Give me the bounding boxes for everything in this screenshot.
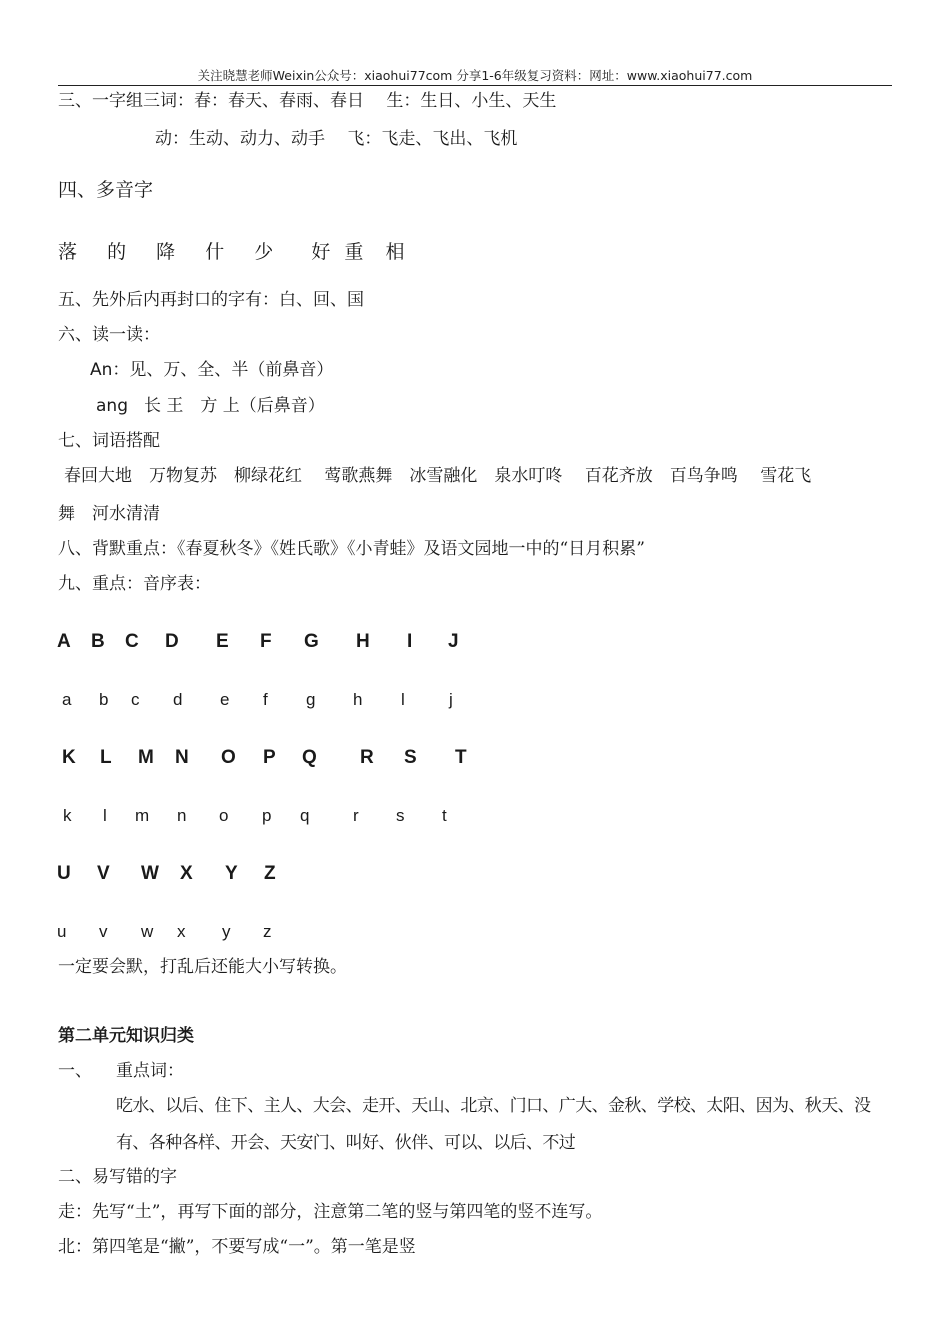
polyphone-char: 少 [254,241,274,263]
ang-text: 长 王 方 上（后鼻音） [143,396,325,416]
letter: N [175,747,189,768]
letter: n [177,806,187,825]
letter: B [91,631,105,652]
char-note-zou: 走：先写“土”，再写下面的部分，注意第二笔的竖与第四笔的竖不连写。 [58,1202,603,1222]
letter: v [99,922,108,941]
letter: f [263,690,268,709]
letter: g [306,690,316,709]
page-header: 关注晓慧老师Weixin公众号：xiaohui77com 分享1-6年级复习资料：网址：www.xiaohui77.com [197,68,753,83]
polyphone-char: 好 [311,241,331,263]
section5-text: 五、先外后内再封口的字有：白、回、国 [58,290,364,310]
letter: h [353,690,363,709]
collocation-line1: 春回大地 万物复苏 柳绿花红 莺歌燕舞 冰雪融化 泉水叮咚 百花齐放 百鸟争鸣 雪花飞 [64,466,812,486]
letter: p [262,806,272,825]
letter: M [138,747,154,768]
letter: b [99,690,109,709]
letter: S [404,747,417,768]
letter: X [180,863,193,884]
unit2-s1-title: 重点词： [116,1061,184,1081]
letter: V [97,863,110,884]
letter: c [131,690,140,709]
ang-label: ang [96,396,128,416]
letter: F [260,631,272,652]
polyphone-chars [58,241,404,264]
alphabet-note: 一定要会默，打乱后还能大小写转换。 [58,957,347,977]
char-note-bei: 北：第四笔是“撇”，不要写成“一”。第一笔是竖 [58,1237,416,1257]
letter: y [222,922,231,941]
letter: W [141,863,159,884]
letter: I [407,631,413,652]
polyphone-char: 重 [344,241,364,263]
unit2-s2-title: 二、易写错的字 [58,1167,177,1187]
letter: m [135,806,150,825]
letter: R [360,747,374,768]
an-label: An [90,360,113,380]
polyphone-char: 相 [385,241,405,263]
section9-title: 九、重点：音序表： [58,574,211,594]
letter: A [57,631,71,652]
unit2-s1-label: 一、 [58,1061,92,1081]
letter: Q [302,747,317,768]
letter: u [57,922,67,941]
letter: T [455,747,467,768]
an-row [90,360,333,380]
letter: D [165,631,179,652]
letter: J [448,631,459,652]
ang-row [96,396,325,416]
unit2-title: 第二单元知识归类 [58,1026,194,1046]
key-words-paragraph: 吃水、以后、住下、主人、大会、走开、天山、北京、门口、广大、金秋、学校、太阳、因为、秋天、没有、各种各样、开会、天安门、叫好、伙伴、可以、以后、不过 [116,1096,871,1153]
letter: j [449,690,453,709]
polyphone-char: 的 [107,241,127,263]
letter: x [177,922,186,941]
letter: Y [225,863,238,884]
letter: t [442,806,447,825]
letter: K [62,747,76,768]
letter: Z [264,863,276,884]
letter: q [300,806,310,825]
letter: a [62,690,72,709]
letter: P [263,747,276,768]
letter: w [141,922,154,941]
section3-line2: 动：生动、动力、动手 飞：飞走、飞出、飞机 [155,129,518,149]
header-divider [58,85,892,86]
letter: C [125,631,139,652]
section7-title: 七、词语搭配 [58,431,160,451]
letter: G [304,631,319,652]
letter: E [216,631,229,652]
letter: o [219,806,229,825]
letter: l [103,806,107,825]
letter: s [396,806,405,825]
section3-line1: 三、一字组三词：春：春天、春雨、春日 生：生日、小生、天生 [58,91,557,111]
polyphone-char: 落 [58,241,78,263]
polyphone-char: 什 [205,241,225,263]
letter: r [353,806,359,825]
letter: O [221,747,236,768]
section8-text: 八、背默重点：《春夏秋冬》《姓氏歌》《小青蛙》及语文园地一中的“日月积累” [58,539,645,559]
polyphone-char: 降 [156,241,176,263]
section6-title: 六、读一读： [58,325,160,345]
letter: z [263,922,272,941]
letter: k [63,806,72,825]
letter: d [173,690,183,709]
letter: L [100,747,112,768]
an-text: ：见、万、全、半（前鼻音） [112,360,334,380]
letter: l [401,690,405,709]
letter: e [220,690,230,709]
letter: U [57,863,71,884]
collocation-line2: 舞 河水清清 [58,504,160,524]
letter: H [356,631,370,652]
section4-title: 四、多音字 [58,179,154,201]
